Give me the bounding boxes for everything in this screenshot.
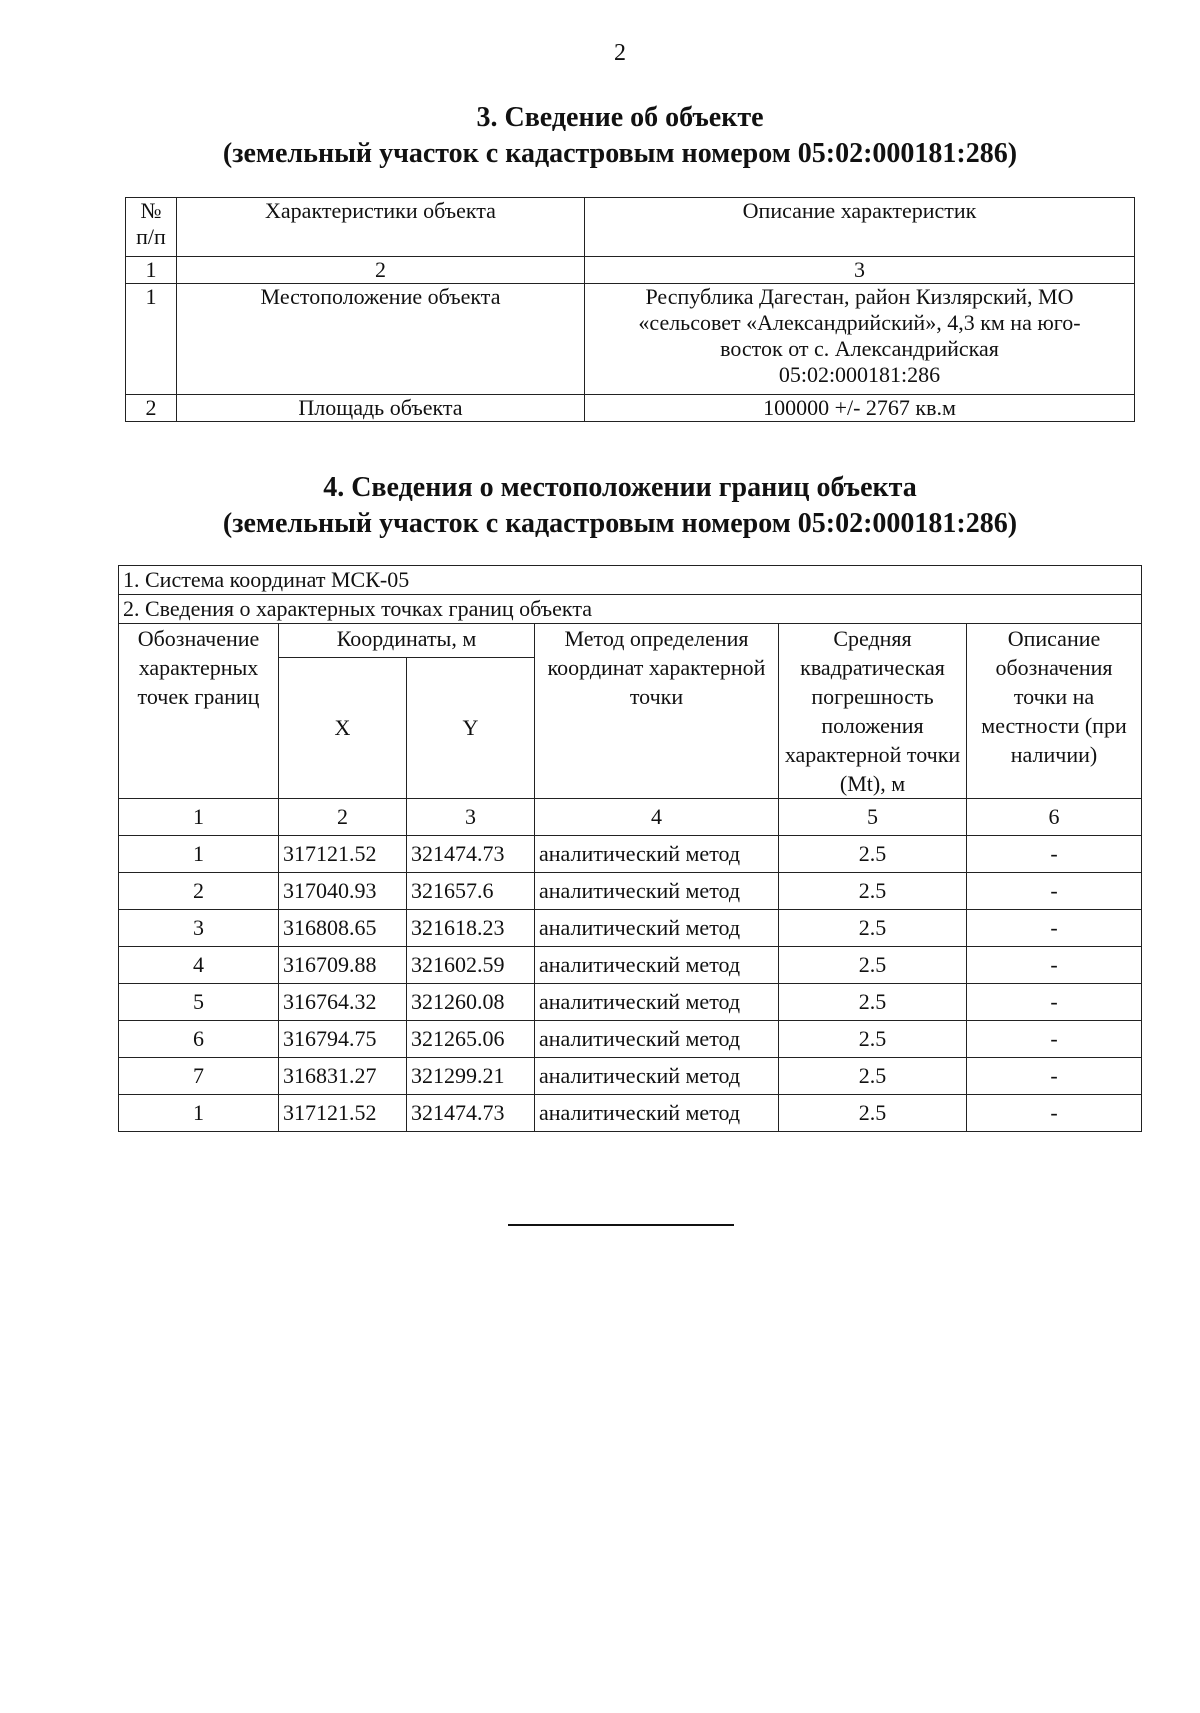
characteristic-name: Площадь объекта xyxy=(177,395,585,422)
method: аналитический метод xyxy=(535,984,779,1021)
mean-error: 2.5 xyxy=(779,984,967,1021)
section-4-title: 4. Сведения о местоположении границ объекта xyxy=(323,472,917,503)
section-4-heading xyxy=(0,470,1200,542)
col-number: 5 xyxy=(779,799,967,836)
col-number: 1 xyxy=(126,257,177,284)
table-row xyxy=(119,1095,1142,1132)
point-label: 2 xyxy=(119,873,279,910)
point-description: - xyxy=(967,1021,1142,1058)
x-coordinate: 316709.88 xyxy=(279,947,407,984)
mean-error: 2.5 xyxy=(779,873,967,910)
y-coordinate: 321265.06 xyxy=(407,1021,535,1058)
characteristic-description: 100000 +/- 2767 кв.м xyxy=(585,395,1135,422)
method: аналитический метод xyxy=(535,1058,779,1095)
characteristic-name: Местоположение объекта xyxy=(177,284,585,395)
method: аналитический метод xyxy=(535,873,779,910)
coordinate-system-row xyxy=(119,566,1142,595)
point-label: 3 xyxy=(119,910,279,947)
point-description: - xyxy=(967,1095,1142,1132)
description-line: восток от с. Александрийская xyxy=(720,336,999,361)
mean-error: 2.5 xyxy=(779,836,967,873)
header-x: X xyxy=(279,658,407,799)
y-coordinate: 321618.23 xyxy=(407,910,535,947)
mean-error: 2.5 xyxy=(779,947,967,984)
method: аналитический метод xyxy=(535,836,779,873)
y-coordinate: 321474.73 xyxy=(407,836,535,873)
col-number: 1 xyxy=(119,799,279,836)
method: аналитический метод xyxy=(535,947,779,984)
col-number: 6 xyxy=(967,799,1142,836)
point-description: - xyxy=(967,873,1142,910)
header-description: Описание характеристик xyxy=(585,198,1135,257)
header-point-description: Описание обозначения точки на местности (при наличии) xyxy=(967,624,1142,799)
y-coordinate: 321602.59 xyxy=(407,947,535,984)
col-number: 3 xyxy=(585,257,1135,284)
table-row xyxy=(119,910,1142,947)
x-coordinate: 316808.65 xyxy=(279,910,407,947)
point-label: 4 xyxy=(119,947,279,984)
method: аналитический метод xyxy=(535,1021,779,1058)
y-coordinate: 321474.73 xyxy=(407,1095,535,1132)
x-coordinate: 316794.75 xyxy=(279,1021,407,1058)
header-y: Y xyxy=(407,658,535,799)
mean-error: 2.5 xyxy=(779,910,967,947)
table-row xyxy=(126,284,1135,395)
col-number: 3 xyxy=(407,799,535,836)
cadastral-number: 05:02:000181:286 xyxy=(778,362,941,387)
point-label: 1 xyxy=(119,1095,279,1132)
table-row xyxy=(119,836,1142,873)
section-3-title: 3. Сведение об объекте xyxy=(476,102,764,133)
row-number: 1 xyxy=(126,284,177,395)
table-header-row xyxy=(126,198,1135,257)
points-caption-row xyxy=(119,595,1142,624)
mean-error: 2.5 xyxy=(779,1021,967,1058)
table-row xyxy=(126,395,1135,422)
point-description: - xyxy=(967,947,1142,984)
header-characteristics: Характеристики объекта xyxy=(177,198,585,257)
section-3-heading xyxy=(0,100,1200,172)
x-coordinate: 316764.32 xyxy=(279,984,407,1021)
column-numbers-row xyxy=(126,257,1135,284)
row-number: 2 xyxy=(126,395,177,422)
table-header-row xyxy=(119,624,1142,658)
points-caption: 2. Сведения о характерных точках границ объекта xyxy=(119,595,1142,624)
object-info-table xyxy=(125,197,1135,422)
coordinate-system: 1. Система координат МСК-05 xyxy=(119,566,1142,595)
point-label: 6 xyxy=(119,1021,279,1058)
boundary-points-table xyxy=(118,565,1142,1132)
x-coordinate: 317040.93 xyxy=(279,873,407,910)
method: аналитический метод xyxy=(535,1095,779,1132)
header-number: № п/п xyxy=(126,198,177,257)
header-method: Метод определения координат характерной точки xyxy=(535,624,779,799)
point-description: - xyxy=(967,984,1142,1021)
y-coordinate: 321260.08 xyxy=(407,984,535,1021)
column-numbers-row xyxy=(119,799,1142,836)
col-number: 2 xyxy=(279,799,407,836)
point-label: 1 xyxy=(119,836,279,873)
table-row xyxy=(119,984,1142,1021)
header-designation: Обозначение характерных точек границ xyxy=(119,624,279,799)
x-coordinate: 316831.27 xyxy=(279,1058,407,1095)
header-mean-error: Средняя квадратическая погрешность положения характерной точки (Mt), м xyxy=(779,624,967,799)
table-row xyxy=(119,873,1142,910)
col-number: 2 xyxy=(177,257,585,284)
section-4-subtitle: (земельный участок с кадастровым номером 05:02:000181:286) xyxy=(222,508,1018,539)
description-line: Республика Дагестан, район Кизлярский, МО xyxy=(645,284,1074,309)
x-coordinate: 317121.52 xyxy=(279,836,407,873)
point-description: - xyxy=(967,910,1142,947)
point-description: - xyxy=(967,836,1142,873)
y-coordinate: 321657.6 xyxy=(407,873,535,910)
table-row xyxy=(119,1021,1142,1058)
x-coordinate: 317121.52 xyxy=(279,1095,407,1132)
mean-error: 2.5 xyxy=(779,1058,967,1095)
point-label: 5 xyxy=(119,984,279,1021)
y-coordinate: 321299.21 xyxy=(407,1058,535,1095)
characteristic-description xyxy=(585,284,1135,395)
section-3-subtitle: (земельный участок с кадастровым номером 05:02:000181:286) xyxy=(222,138,1018,169)
table-row xyxy=(119,1058,1142,1095)
end-divider xyxy=(508,1224,734,1226)
col-number: 4 xyxy=(535,799,779,836)
points-body xyxy=(119,836,1142,1132)
description-line: «сельсовет «Александрийский», 4,3 км на юго- xyxy=(638,310,1081,335)
page-number: 2 xyxy=(614,40,626,66)
point-label: 7 xyxy=(119,1058,279,1095)
header-coordinates: Координаты, м xyxy=(279,624,535,658)
point-description: - xyxy=(967,1058,1142,1095)
mean-error: 2.5 xyxy=(779,1095,967,1132)
table-row xyxy=(119,947,1142,984)
method: аналитический метод xyxy=(535,910,779,947)
